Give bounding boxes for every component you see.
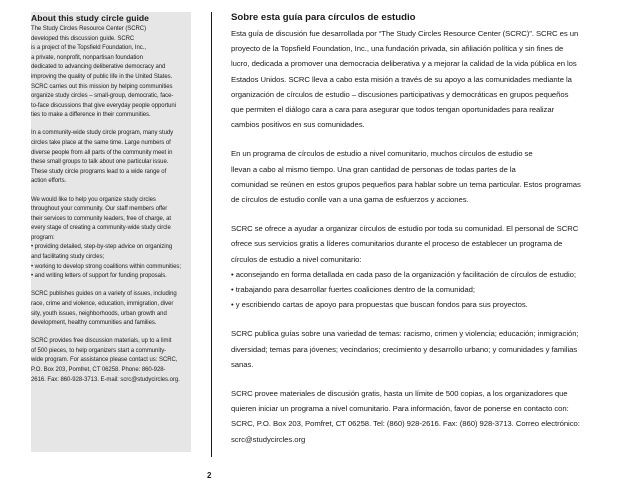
english-line: • working to develop strong coalitions within communities; bbox=[31, 263, 181, 270]
english-line: organize study circles – small-group, democratic, face- bbox=[31, 93, 174, 100]
spanish-title: Sobre esta guía para círculos de estudio bbox=[231, 12, 416, 23]
english-line: to-face discussions that give everyday people opportuni bbox=[31, 102, 177, 109]
english-line: improving the quality of public life in the United States. bbox=[31, 73, 173, 80]
spanish-line: scrc@studycircles.org bbox=[231, 434, 306, 444]
english-line: program: bbox=[31, 234, 55, 241]
english-line: • providing detailed, step-by-step advice on organizing bbox=[31, 244, 173, 251]
spanish-line: círculos de estudio a nivel comunitario: bbox=[231, 254, 362, 264]
spanish-paragraph bbox=[231, 386, 627, 447]
english-line: a private, nonprofit, nonpartisan foundation bbox=[31, 54, 143, 61]
english-line: The Study Circles Resource Center (SCRC) bbox=[31, 26, 147, 32]
english-line: and facilitating study circles; bbox=[31, 254, 105, 261]
english-line: ties to make a difference in their communities. bbox=[31, 112, 151, 119]
english-line: sity, youth issues, neighborhoods, urban growth and bbox=[31, 310, 167, 317]
english-paragraph bbox=[31, 196, 191, 282]
spanish-line: SCRC publica guías sobre una variedad de temas: racismo, crimen y violencia; educación; inmigración; bbox=[231, 329, 579, 339]
spanish-line: diversidad; temas para jóvenes; vecindarios; crecimiento y desarrollo urbano; y comunidades y familias bbox=[231, 344, 578, 354]
english-line: wide program. For assistance please contact us: SCRC, bbox=[31, 357, 178, 364]
spanish-line: llevan a cabo al mismo tiempo. Una gran cantidad de personas de todas partes de la bbox=[231, 164, 516, 174]
english-line: dedicated to advancing deliberative democracy and bbox=[31, 64, 166, 71]
english-line: diverse people from all parts of the community meet in bbox=[31, 149, 173, 156]
spanish-line: sanas. bbox=[231, 359, 254, 369]
spanish-paragraph bbox=[231, 146, 627, 207]
spanish-line: • trabajando para desarrollar fuertes coaliciones dentro de la comunidad; bbox=[231, 285, 475, 295]
spanish-line: comunidad se reúnen en estos grupos pequeños para hablar sobre un tema particular. Estos programas bbox=[231, 179, 581, 189]
english-line: SCRC provides free discussion materials, up to a limit bbox=[31, 338, 172, 345]
spanish-line: de círculos de estudio conlle van a una gama de esfuerzos y acciones. bbox=[231, 195, 469, 205]
spanish-line: Esta guía de discusión fue desarrollada por “The Study Circles Resource Center (SCRC)”. SCRC es un bbox=[231, 29, 579, 38]
spanish-line: proyecto de la Topsfield Foundation, Inc., una fundación privada, sin afiliación política y sin fines de bbox=[231, 44, 564, 54]
spanish-paragraph bbox=[231, 26, 627, 132]
english-line: development, healthy communities and families. bbox=[31, 320, 157, 327]
spanish-body bbox=[231, 26, 627, 447]
spanish-line: organización de círculos de estudio – discusiones participativas y democráticas en grupos pequeños bbox=[231, 89, 569, 99]
english-line: SCRC publishes guides on a variety of issues, including bbox=[31, 291, 177, 298]
page-number: 2 bbox=[207, 471, 212, 480]
english-line: throughout your community. Our staff members offer bbox=[31, 206, 168, 213]
spanish-line: SCRC, P.O. Box 203, Pomfret, CT 06258. Tel: (860) 928-2616. Fax: (860) 928-3713. Correo electrónico: bbox=[231, 419, 580, 429]
english-paragraph bbox=[31, 337, 191, 385]
spanish-line: • aconsejando en forma detallada en cada paso de la organización y facilitación de círculos de estudio; bbox=[231, 269, 576, 279]
english-line: SCRC carries out this mission by helping communities bbox=[31, 83, 173, 90]
english-line: • and writing letters of support for funding proposals. bbox=[31, 273, 167, 280]
spanish-line: ofrece sus servicios gratis a líderes comunitarios durante el proceso de establecer un programa de bbox=[231, 239, 563, 249]
spanish-line: Estados Unidos. SCRC lleva a cabo esta misión a través de su apoyo a las comunidades mediante la bbox=[231, 74, 572, 84]
english-line: these small groups to talk about one particular issue. bbox=[31, 159, 169, 166]
english-line: is a project of the Topsfield Foundation, Inc., bbox=[31, 45, 146, 52]
english-line: These study circle programs lead to a wide range of bbox=[31, 168, 167, 175]
column-divider bbox=[211, 12, 212, 457]
english-line: circles take place at the same time. Large numbers of bbox=[31, 140, 171, 147]
spanish-paragraph bbox=[231, 326, 627, 372]
spanish-column bbox=[231, 11, 627, 461]
english-line: of 500 pieces, to help organizers start a community- bbox=[31, 347, 167, 354]
english-paragraph bbox=[31, 25, 191, 121]
spanish-line: SCRC se ofrece a ayudar a organizar círculos de estudio por toda su comunidad. El personal de SCRC bbox=[231, 224, 579, 234]
english-title: About this study circle guide bbox=[31, 13, 149, 23]
spanish-line: SCRC provee materiales de discusión gratis, hasta un límite de 500 copias, a los organizadores que bbox=[231, 389, 568, 399]
english-line: 2616. Fax: 860-928-3713. E-mail: scrc@studycircles.org. bbox=[31, 376, 180, 383]
english-line: race, crime and violence, education, immigration, diver bbox=[31, 300, 174, 307]
english-paragraph bbox=[31, 290, 191, 328]
spanish-line: En un programa de círculos de estudio a nivel comunitario, muchos círculos de estudio se bbox=[231, 149, 533, 159]
english-line: In a community-wide study circle program, many study bbox=[31, 130, 174, 137]
spanish-line: que permiten el diálogo cara a cara para asegurar que todos tengan oportunidades para realizar bbox=[231, 105, 555, 115]
spanish-line: lucro, dedicada a promover una democracia deliberativa y a mejorar la calidad de la vida pública en los bbox=[231, 59, 577, 69]
english-line: We would like to help you organize study circles bbox=[31, 196, 156, 203]
spanish-line: • y escribiendo cartas de apoyo para propuestas que buscan fondos para sus proyectos. bbox=[231, 300, 528, 310]
english-line: P.O. Box 203, Pomfret, CT 06258. Phone: 860-928- bbox=[31, 367, 166, 373]
english-line: action efforts. bbox=[31, 178, 67, 185]
spanish-line: quieren iniciar un programa a nivel comunitario. Para información, favor de ponerse en contacto con: bbox=[231, 404, 569, 414]
english-body bbox=[31, 25, 191, 385]
spanish-paragraph bbox=[231, 221, 627, 312]
english-line: developed this discussion guide. SCRC bbox=[31, 35, 135, 42]
spanish-line: cambios positivos en sus comunidades. bbox=[231, 120, 365, 130]
english-line: every stage of creating a community-wide study circle bbox=[31, 225, 171, 232]
english-column bbox=[31, 12, 191, 452]
english-paragraph bbox=[31, 129, 191, 187]
english-line: their services to community leaders, free of charge, at bbox=[31, 215, 171, 222]
